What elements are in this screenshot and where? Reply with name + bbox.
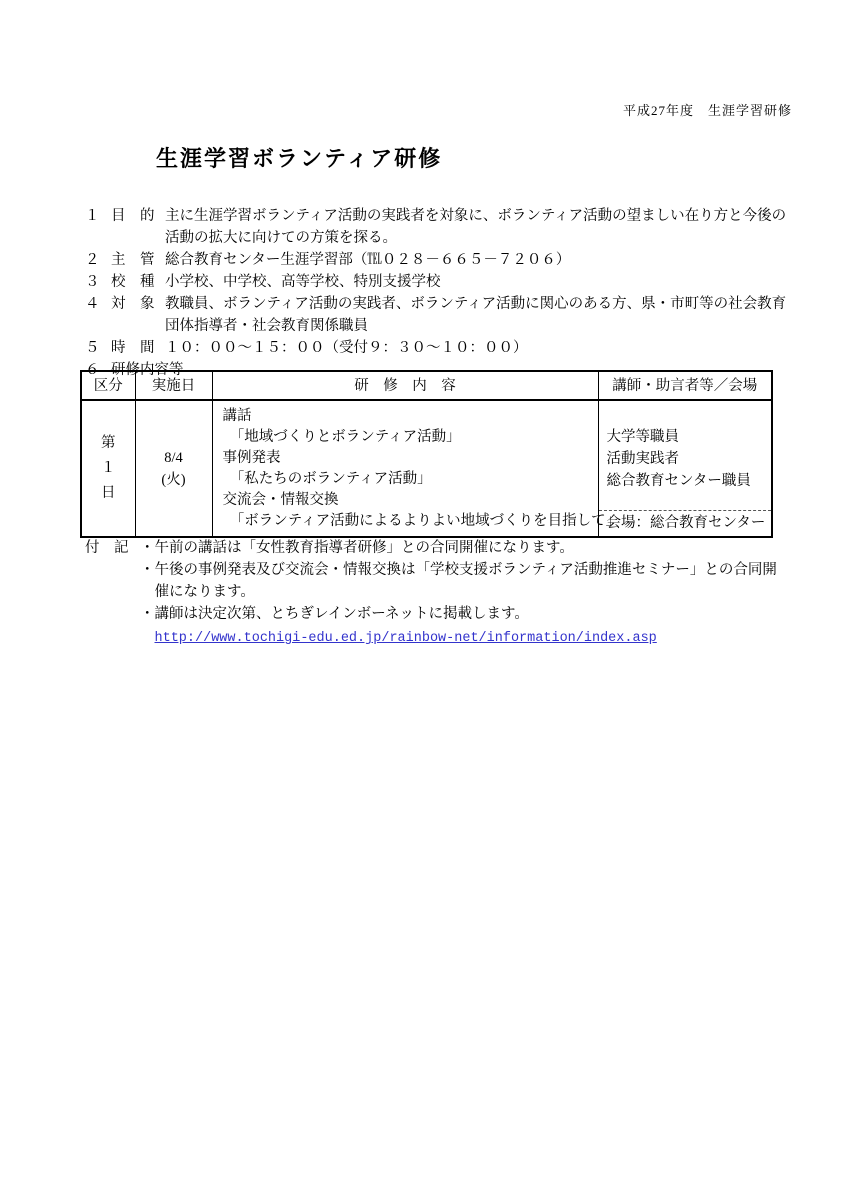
col-header-lecturer: 講師・助言者等／会場 [598, 371, 772, 400]
item-label: 対 象 [111, 296, 155, 312]
note-item: ・午後の事例発表及び交流会・情報交換は「学校支援ボランティア活動推進セミナー」との合同開催になります。 [140, 562, 777, 600]
notes-label: 付 記 [85, 540, 129, 556]
cell-date [135, 400, 212, 537]
document-header-label: 平成27年度 生涯学習研修 [622, 103, 792, 118]
col-header-content: 研 修 内 容 [212, 371, 598, 400]
page-title: 生涯学習ボランティア研修 [156, 146, 443, 171]
lecturer-list [599, 401, 772, 510]
item-number: ４ [85, 296, 100, 312]
cell-kubun [81, 400, 135, 537]
info-list [85, 205, 795, 381]
content-line: 講話 [222, 408, 252, 424]
col-header-date: 実施日 [135, 371, 212, 400]
item-text: １０：００～１５：００（受付９：３０～１０：００） [165, 340, 528, 356]
info-item-time [85, 337, 795, 359]
item-label: 校 種 [111, 274, 155, 290]
note-link-row [140, 625, 791, 651]
date-value: 8/4 [164, 449, 183, 466]
info-item-school-type [85, 271, 795, 293]
cell-lecturer-venue [598, 400, 772, 537]
content-line: 「私たちのボランティア活動」 [222, 471, 432, 487]
lecturer-line: 大学等職員 [606, 429, 679, 445]
venue-label: 会場：総合教育センター [599, 510, 772, 536]
kubun-char: 日 [101, 485, 116, 501]
item-text: 小学校、中学校、高等学校、特別支援学校 [165, 274, 441, 290]
lecturer-venue-wrap [599, 401, 772, 536]
schedule-table-wrap [80, 370, 773, 538]
item-label: 主 管 [111, 252, 155, 268]
info-item-organizer [85, 249, 795, 271]
note-item: ・講師は決定次第、とちぎレインボーネットに掲載します。 [140, 606, 529, 622]
content-line: 事例発表 [222, 450, 281, 466]
date-weekday: (火) [161, 471, 186, 488]
cell-training-content [212, 400, 621, 537]
item-number: ３ [85, 274, 100, 290]
notes-section [85, 537, 791, 651]
item-number: １ [85, 208, 100, 224]
note-item: ・午前の講話は「女性教育指導者研修」との合同開催になります。 [140, 540, 574, 556]
table-row [81, 400, 772, 537]
rainbow-net-link[interactable]: http://www.tochigi-edu.ed.jp/rainbow-net/information/index.asp [154, 631, 657, 646]
item-text: 主に生涯学習ボランティア活動の実践者を対象に、ボランティア活動の望ましい在り方と今後の活動の拡大に向けての方策を探る。 [165, 208, 787, 246]
kubun-char: 第 [101, 435, 116, 451]
item-label: 研修内容等 [111, 362, 184, 378]
lecturer-line: 活動実践者 [606, 451, 679, 467]
item-text: 教職員、ボランティア活動の実践者、ボランティア活動に関心のある方、県・市町等の社会教育団体指導者・社会教育関係職員 [165, 296, 787, 334]
content-line: 「地域づくりとボランティア活動」 [222, 429, 461, 445]
content-line: 交流会・情報交換 [222, 492, 339, 508]
content-line: 「ボランティア活動によるよりよい地域づくりを目指して」 [222, 513, 621, 529]
item-label: 目 的 [111, 208, 155, 224]
item-number: ６ [85, 362, 100, 378]
item-number: ５ [85, 340, 100, 356]
col-header-kubun: 区分 [81, 371, 135, 400]
schedule-table [80, 370, 773, 538]
lecturer-line: 総合教育センター職員 [606, 473, 751, 489]
item-label: 時 間 [111, 340, 155, 356]
table-header-row [81, 371, 772, 400]
item-text: 総合教育センター生涯学習部（℡０２８－６６５－７２０６） [165, 252, 571, 268]
info-item-target [85, 293, 795, 337]
kubun-char: １ [101, 460, 116, 476]
item-number: ２ [85, 252, 100, 268]
notes-body [140, 537, 791, 651]
info-item-purpose [85, 205, 795, 249]
